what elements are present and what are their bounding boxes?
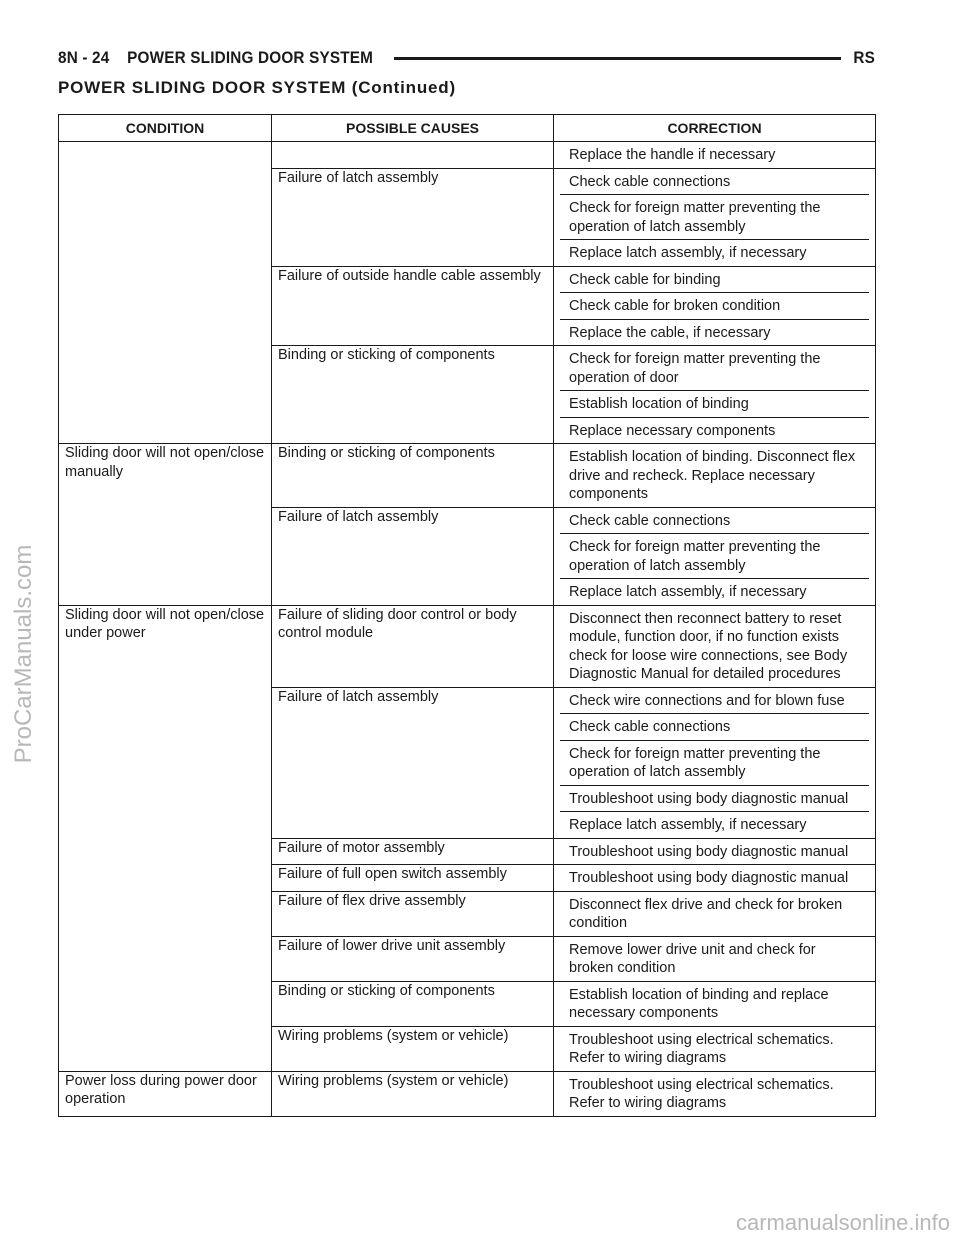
cause-cell: Wiring problems (system or vehicle) bbox=[272, 1071, 554, 1116]
correction-step: Check for foreign matter preventing the operation of door bbox=[569, 351, 821, 386]
correction-step: Disconnect flex drive and check for broken condition bbox=[569, 896, 843, 931]
correction-cell bbox=[554, 838, 876, 865]
cause-cell: Failure of sliding door control or body control module bbox=[272, 605, 554, 687]
cause-cell bbox=[272, 142, 554, 169]
correction-cell bbox=[554, 444, 876, 508]
cause-cell: Failure of latch assembly bbox=[272, 168, 554, 266]
table-body bbox=[59, 142, 876, 1117]
correction-cell bbox=[554, 346, 876, 444]
correction-cell bbox=[554, 142, 876, 169]
correction-step: Replace necessary components bbox=[560, 417, 869, 444]
condition-cell: Sliding door will not open/close under power bbox=[59, 605, 272, 1071]
correction-step: Check wire connections and for blown fuse bbox=[569, 692, 845, 709]
table-header-row bbox=[59, 115, 876, 142]
table-row bbox=[59, 605, 876, 687]
correction-step: Replace the cable, if necessary bbox=[560, 319, 869, 346]
correction-step: Replace the handle if necessary bbox=[569, 147, 776, 163]
condition-cell: Sliding door will not open/close manually bbox=[59, 444, 272, 606]
bottom-watermark: carmanualsonline.info bbox=[735, 1210, 950, 1235]
correction-step: Troubleshoot using body diagnostic manual bbox=[569, 870, 849, 886]
correction-step: Check cable connections bbox=[569, 173, 731, 190]
correction-cell bbox=[554, 605, 876, 687]
cause-cell: Binding or sticking of components bbox=[272, 981, 554, 1026]
table-row bbox=[59, 444, 876, 508]
correction-step: Check for foreign matter preventing the operation of latch assembly bbox=[560, 194, 869, 239]
section-title: POWER SLIDING DOOR SYSTEM (Continued) bbox=[58, 78, 456, 97]
correction-cell bbox=[554, 1026, 876, 1071]
column-header-condition: CONDITION bbox=[59, 115, 272, 142]
correction-step: Check cable for binding bbox=[569, 271, 721, 288]
cause-cell: Failure of flex drive assembly bbox=[272, 891, 554, 936]
condition-cell: Power loss during power door operation bbox=[59, 1071, 272, 1116]
cause-cell: Failure of full open switch assembly bbox=[272, 865, 554, 892]
table-row bbox=[59, 142, 876, 169]
correction-cell bbox=[554, 981, 876, 1026]
correction-step: Troubleshoot using electrical schematics. Refer to wiring diagrams bbox=[569, 1031, 834, 1066]
cause-cell: Binding or sticking of components bbox=[272, 346, 554, 444]
correction-step: Troubleshoot using electrical schematics. Refer to wiring diagrams bbox=[569, 1076, 834, 1111]
correction-cell bbox=[554, 168, 876, 266]
correction-step: Check cable connections bbox=[569, 512, 731, 529]
diagnosis-table bbox=[58, 114, 876, 1117]
correction-step: Establish location of binding bbox=[560, 390, 869, 417]
correction-cell bbox=[554, 687, 876, 838]
correction-step: Check for foreign matter preventing the operation of latch assembly bbox=[560, 533, 869, 578]
column-header-possible-causes: POSSIBLE CAUSES bbox=[272, 115, 554, 142]
correction-cell bbox=[554, 266, 876, 346]
correction-cell bbox=[554, 865, 876, 892]
correction-cell bbox=[554, 936, 876, 981]
cause-cell: Binding or sticking of components bbox=[272, 444, 554, 508]
correction-step: Replace latch assembly, if necessary bbox=[560, 811, 869, 838]
side-watermark: ProCarManuals.com bbox=[10, 544, 37, 764]
correction-step: Establish location of binding and replace necessary components bbox=[569, 986, 829, 1021]
page-header bbox=[58, 46, 875, 70]
correction-step: Troubleshoot using body diagnostic manual bbox=[560, 785, 869, 812]
correction-step: Check cable connections bbox=[560, 713, 869, 740]
cause-cell: Failure of lower drive unit assembly bbox=[272, 936, 554, 981]
cause-cell: Failure of motor assembly bbox=[272, 838, 554, 865]
table-row bbox=[59, 1071, 876, 1116]
cause-cell: Failure of latch assembly bbox=[272, 507, 554, 605]
column-header-correction: CORRECTION bbox=[554, 115, 876, 142]
header-model-code: RS bbox=[853, 48, 875, 67]
cause-cell: Failure of latch assembly bbox=[272, 687, 554, 838]
cause-cell: Failure of outside handle cable assembly bbox=[272, 266, 554, 346]
correction-step: Troubleshoot using body diagnostic manual bbox=[569, 843, 849, 860]
correction-cell bbox=[554, 1071, 876, 1116]
condition-cell bbox=[59, 142, 272, 444]
correction-step: Replace latch assembly, if necessary bbox=[560, 578, 869, 605]
correction-cell bbox=[554, 507, 876, 605]
correction-step: Disconnect then reconnect battery to reset module, function door, if no function exists check for loose wire connections, see Body Diagnostic Manual for detailed procedures bbox=[569, 610, 848, 682]
correction-cell bbox=[554, 891, 876, 936]
header-rule bbox=[394, 57, 841, 60]
correction-step: Replace latch assembly, if necessary bbox=[560, 239, 869, 266]
correction-step: Remove lower drive unit and check for broken condition bbox=[569, 941, 816, 976]
correction-step: Establish location of binding. Disconnect flex drive and recheck. Replace necessary components bbox=[569, 449, 856, 502]
cause-cell: Wiring problems (system or vehicle) bbox=[272, 1026, 554, 1071]
correction-step: Check cable for broken condition bbox=[560, 292, 869, 319]
header-section-label: 8N - 24 POWER SLIDING DOOR SYSTEM bbox=[58, 48, 374, 67]
correction-step: Check for foreign matter preventing the operation of latch assembly bbox=[560, 740, 869, 785]
